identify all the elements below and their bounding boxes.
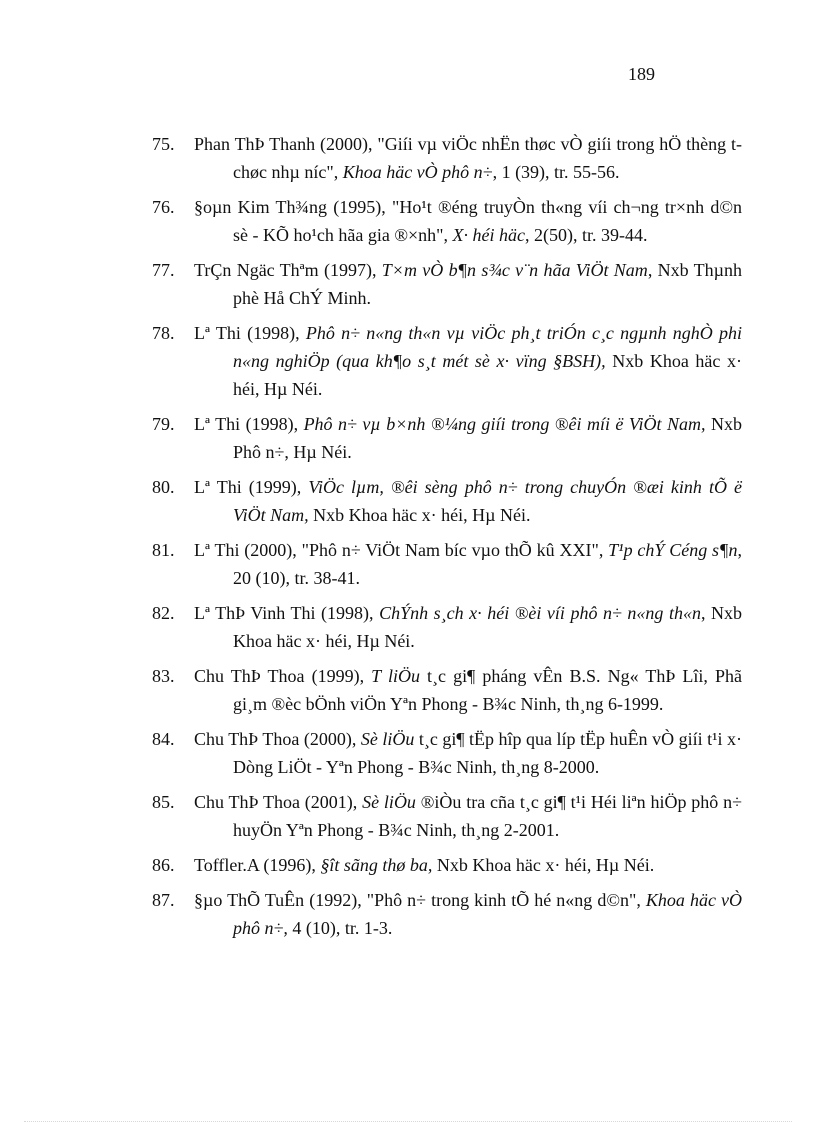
reference-text-segment: Lª Thi (1998), [194,323,306,343]
reference-number: 84. [152,729,175,749]
reference-title-italic: Phô n÷ n«ng th«n vµ viÖc ph¸t triÓn c¸c ngµnh nghÒ phi n«ng nghiÖp (qua kh¶o s¸t mét sè x· vïng §BSH), [233,323,743,371]
reference-item [152,130,742,186]
reference-title-italic: Sè liÖu [362,792,416,812]
reference-text-segment: Nxb Khoa häc x· héi, Hµ Néi. [233,351,742,399]
reference-text-segment: , Nxb Thµnh phè Hå ChÝ Minh. [233,260,743,308]
reference-list [152,130,742,949]
page-number: 189 [628,64,655,84]
reference-title-italic: Khoa häc vÒ phô n÷, [233,890,743,938]
reference-number: 81. [152,540,175,560]
reference-number: 75. [152,134,175,154]
reference-text [194,725,742,781]
reference-text-segment: Lª Thi (1999), [194,477,309,497]
reference-item [152,473,742,529]
reference-text-segment: Chu ThÞ Thoa (2001), [194,792,363,812]
reference-text-segment: Chu ThÞ Thoa (2000), [194,729,361,749]
reference-text [194,788,742,844]
reference-item [152,410,742,466]
reference-item [152,536,742,592]
reference-text [194,319,742,403]
reference-number: 78. [152,323,175,343]
reference-item [152,193,742,249]
reference-number: 79. [152,414,175,434]
reference-text [194,536,742,592]
reference-number: 85. [152,792,175,812]
reference-text-segment: 4 (10), tr. 1-3. [287,918,393,938]
reference-title-italic: Phô n÷ vµ b×nh ®¼ng giíi trong ®êi míi ë ViÖt Nam, [303,414,706,434]
reference-item [152,851,742,879]
reference-item [152,886,742,942]
reference-title-italic: T liÖu [371,666,420,686]
reference-text [194,256,742,312]
reference-number: 87. [152,890,175,910]
reference-text-segment: Nxb Khoa häc x· héi, Hµ Néi. [308,505,531,525]
reference-text-segment: ®iÒu tra cña t¸c gi¶ t¹i Héi liªn hiÖp phô n÷ huyÖn Yªn Phong - B¾c Ninh, th¸ng 2-2001. [233,792,742,840]
reference-number: 86. [152,855,175,875]
reference-text [194,473,742,529]
reference-text [194,599,742,655]
reference-text-segment: Nxb Khoa häc x· héi, Hµ Néi. [432,855,655,875]
reference-number: 77. [152,260,175,280]
page-bottom-rule [24,1121,792,1122]
reference-title-italic: ViÖc lµm, ®êi sèng phô n÷ trong chuyÓn ®æi kinh tÕ ë ViÖt Nam, [233,477,742,525]
reference-item [152,662,742,718]
reference-title-italic: T×m vÒ b¶n s¾c v¨n hãa ViÖt Nam [381,260,648,280]
reference-number: 76. [152,197,175,217]
reference-text [194,410,742,466]
reference-text [194,886,742,942]
reference-text-segment: , 20 (10), tr. 38-41. [233,540,742,588]
reference-item [152,788,742,844]
reference-text-segment: , 1 (39), tr. 55-56. [492,162,620,182]
reference-title-italic: Khoa häc vÒ phô n÷ [342,162,493,182]
reference-text-segment: Nxb Phô n÷, Hµ Néi. [233,414,743,462]
reference-item [152,256,742,312]
reference-title-italic: Sè liÖu [360,729,415,749]
reference-text [194,851,742,879]
reference-text [194,130,742,186]
reference-title-italic: §ît sãng thø ba, [320,855,433,875]
reference-text-segment: TrÇn Ngäc Thªm (1997), [194,260,382,280]
reference-number: 80. [152,477,175,497]
reference-text-segment: t¸c gi¶ pháng vÊn B.S. Ng« ThÞ Lîi, Phã gi¸m ®èc bÖnh viÖn Yªn Phong - B¾c Ninh, th¸ng 6-1999. [233,666,743,714]
reference-text-segment: , 2(50), tr. 39-44. [525,225,648,245]
reference-text-segment: Chu ThÞ Thoa (1999), [194,666,372,686]
reference-text-segment: , Nxb Khoa häc x· héi, Hµ Néi. [233,603,742,651]
reference-text-segment: §µo ThÕ TuÊn (1992), "Phô n÷ trong kinh tÕ hé n«ng d©n", [194,890,646,910]
reference-title-italic: X· héi häc [452,225,525,245]
reference-number: 82. [152,603,175,623]
reference-text-segment: Toffler.A (1996), [194,855,321,875]
reference-text-segment: Lª ThÞ Vinh Thi (1998), [194,603,380,623]
reference-number: 83. [152,666,175,686]
reference-title-italic: ChÝnh s¸ch x· héi ®èi víi phô n÷ n«ng th«n [379,603,701,623]
reference-item [152,319,742,403]
reference-text-segment: Lª Thi (2000), "Phô n÷ ViÖt Nam bíc vµo thÕ kû XXI", [194,540,609,560]
reference-title-italic: T¹p chÝ Céng s¶n [608,540,738,560]
reference-text-segment: §oµn Kim Th¾ng (1995), "Ho¹t ®éng truyÒn th«ng víi ch¬ng tr×nh d©n sè - KÕ ho¹ch hãa gia ®×nh", [194,197,742,245]
reference-text-segment: Lª Thi (1998), [194,414,304,434]
reference-item [152,599,742,655]
reference-item [152,725,742,781]
reference-text [194,193,742,249]
reference-text-segment: t¸c gi¶ tËp hîp qua líp tËp huÊn vÒ giíi t¹i x· Dòng LiÖt - Yªn Phong - B¾c Ninh, th¸ng 8-2000. [233,729,742,777]
reference-text-segment: Phan ThÞ Thanh (2000), "Giíi vµ viÖc nhËn thøc vÒ giíi trong hÖ thèng t chøc nhµ níc", [194,134,742,182]
reference-text [194,662,742,718]
